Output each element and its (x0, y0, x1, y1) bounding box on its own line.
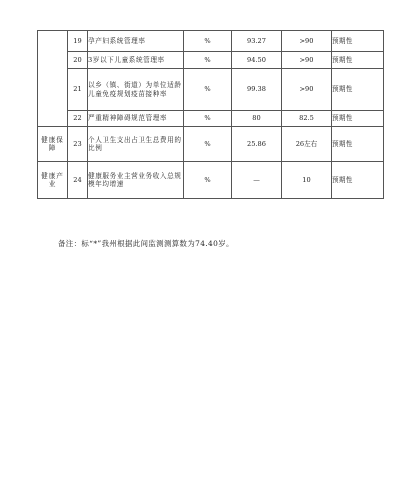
category-cell (38, 31, 68, 127)
nature-cell: 预期性 (332, 127, 384, 162)
indicator-name: 以乡（镇、街道）为单位适龄儿童免疫规划疫苗接种率 (88, 69, 184, 111)
value-cell: 25.86 (232, 127, 282, 162)
nature-cell: 预期性 (332, 111, 384, 127)
target-cell: >90 (282, 69, 332, 111)
category-cell: 健康保障 (38, 127, 68, 162)
row-number: 20 (68, 52, 88, 69)
nature-cell: 预期性 (332, 52, 384, 69)
row-number: 23 (68, 127, 88, 162)
indicator-table (37, 30, 384, 199)
table-row (38, 111, 384, 127)
unit-cell: % (184, 69, 232, 111)
target-cell: >90 (282, 52, 332, 69)
value-cell: — (232, 162, 282, 199)
unit-cell: % (184, 31, 232, 52)
value-cell: 94.50 (232, 52, 282, 69)
table-row (38, 127, 384, 162)
indicator-name: 健康服务业主营业务收入总规模年均增速 (88, 162, 184, 199)
row-number: 24 (68, 162, 88, 199)
unit-cell: % (184, 162, 232, 199)
target-cell: 10 (282, 162, 332, 199)
indicator-name: 个人卫生支出占卫生总费用的比例 (88, 127, 184, 162)
target-cell: 26左右 (282, 127, 332, 162)
nature-cell: 预期性 (332, 69, 384, 111)
indicator-name: 孕产妇系统管理率 (88, 31, 184, 52)
value-cell: 93.27 (232, 31, 282, 52)
unit-cell: % (184, 52, 232, 69)
value-cell: 80 (232, 111, 282, 127)
row-number: 22 (68, 111, 88, 127)
unit-cell: % (184, 111, 232, 127)
table-row (38, 31, 384, 52)
row-number: 21 (68, 69, 88, 111)
footnote: 备注：标“*”我州根据此间监测测算数为74.40岁。 (58, 239, 234, 248)
table-row (38, 69, 384, 111)
indicator-name: 严重精神障碍规范管理率 (88, 111, 184, 127)
table-row (38, 52, 384, 69)
target-cell: >90 (282, 31, 332, 52)
indicator-name: 3岁以下儿童系统管理率 (88, 52, 184, 69)
target-cell: 82.5 (282, 111, 332, 127)
nature-cell: 预期性 (332, 162, 384, 199)
table-row (38, 162, 384, 199)
nature-cell: 预期性 (332, 31, 384, 52)
unit-cell: % (184, 127, 232, 162)
row-number: 19 (68, 31, 88, 52)
value-cell: 99.38 (232, 69, 282, 111)
category-cell: 健康产业 (38, 162, 68, 199)
